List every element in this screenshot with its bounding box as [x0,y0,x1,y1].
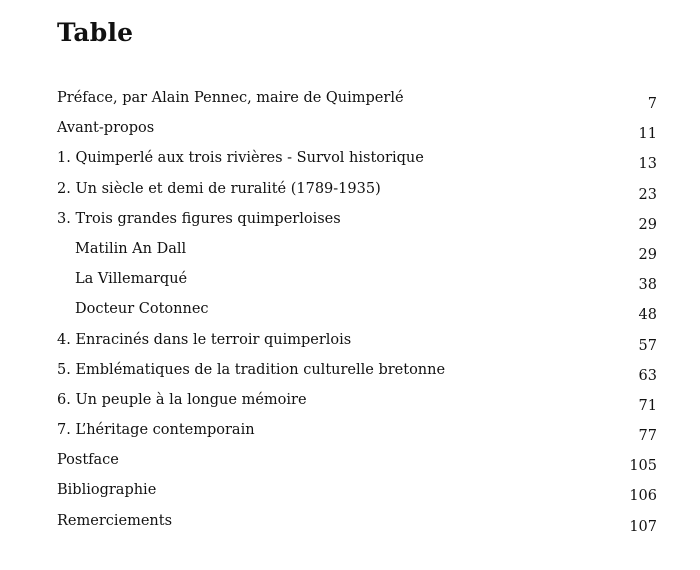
toc-subentry [0,299,700,329]
toc-entry-label: 4. Enracinés dans le terroir quimperlois [57,331,352,348]
toc-entry-label: Avant-propos [57,120,155,137]
toc-entry-label: Docteur Cotonnec [75,301,209,318]
toc-entry-label: 5. Emblématiques de la tradition culturelle bretonne [57,361,446,378]
toc-entry [0,511,700,541]
toc-entry-page: 105 [629,458,657,475]
toc-entry [0,450,700,480]
toc-entry [0,179,700,209]
toc-entry-page: 29 [638,246,657,263]
toc-entry-label: Matilin An Dall [75,240,187,257]
toc-entry [0,88,700,118]
toc-entry [0,390,700,420]
toc-entry-label: 2. Un siècle et demi de ruralité (1789-1935) [57,180,381,197]
toc-entry-label: 7. L’héritage contemporain [57,422,255,439]
toc-entry-page: 71 [638,397,657,414]
toc-entry-page: 29 [638,216,657,233]
toc-entry-page: 106 [629,488,657,505]
toc-entry [0,360,700,390]
toc-entry-label: Postface [57,452,119,469]
toc-entry [0,480,700,510]
toc-entry-page: 77 [638,428,657,445]
toc-entry-label: La Villemarqué [75,271,188,288]
toc-entry-page: 7 [647,96,657,112]
toc-entry-label: 3. Trois grandes figures quimperloises [57,210,341,227]
toc-entry [0,420,700,450]
toc-entry-label: Remerciements [57,512,173,529]
toc-entry-page: 48 [638,307,657,324]
toc-subentry [0,269,700,299]
toc-entry-label: 6. Un peuple à la longue mémoire [57,391,307,408]
toc-entry-page: 63 [638,367,657,384]
page-title: Table [57,18,134,47]
toc-entry [0,118,700,148]
toc-entry-page: 107 [629,518,657,535]
toc-entry-label: Préface, par Alain Pennec, maire de Quimperlé [57,90,404,106]
toc-entry [0,209,700,239]
toc-entry-page: 11 [638,126,657,143]
toc-entry-label: Bibliographie [57,482,157,499]
toc-entry [0,330,700,360]
toc-entry-label: 1. Quimperlé aux trois rivières - Survol historique [57,150,424,167]
toc-entry-page: 13 [638,156,657,173]
table-of-contents [0,88,700,541]
toc-entry-page: 57 [638,337,657,354]
toc-entry-page: 38 [638,277,657,294]
toc-entry-page: 23 [638,186,657,203]
toc-subentry [0,239,700,269]
toc-entry [0,148,700,178]
